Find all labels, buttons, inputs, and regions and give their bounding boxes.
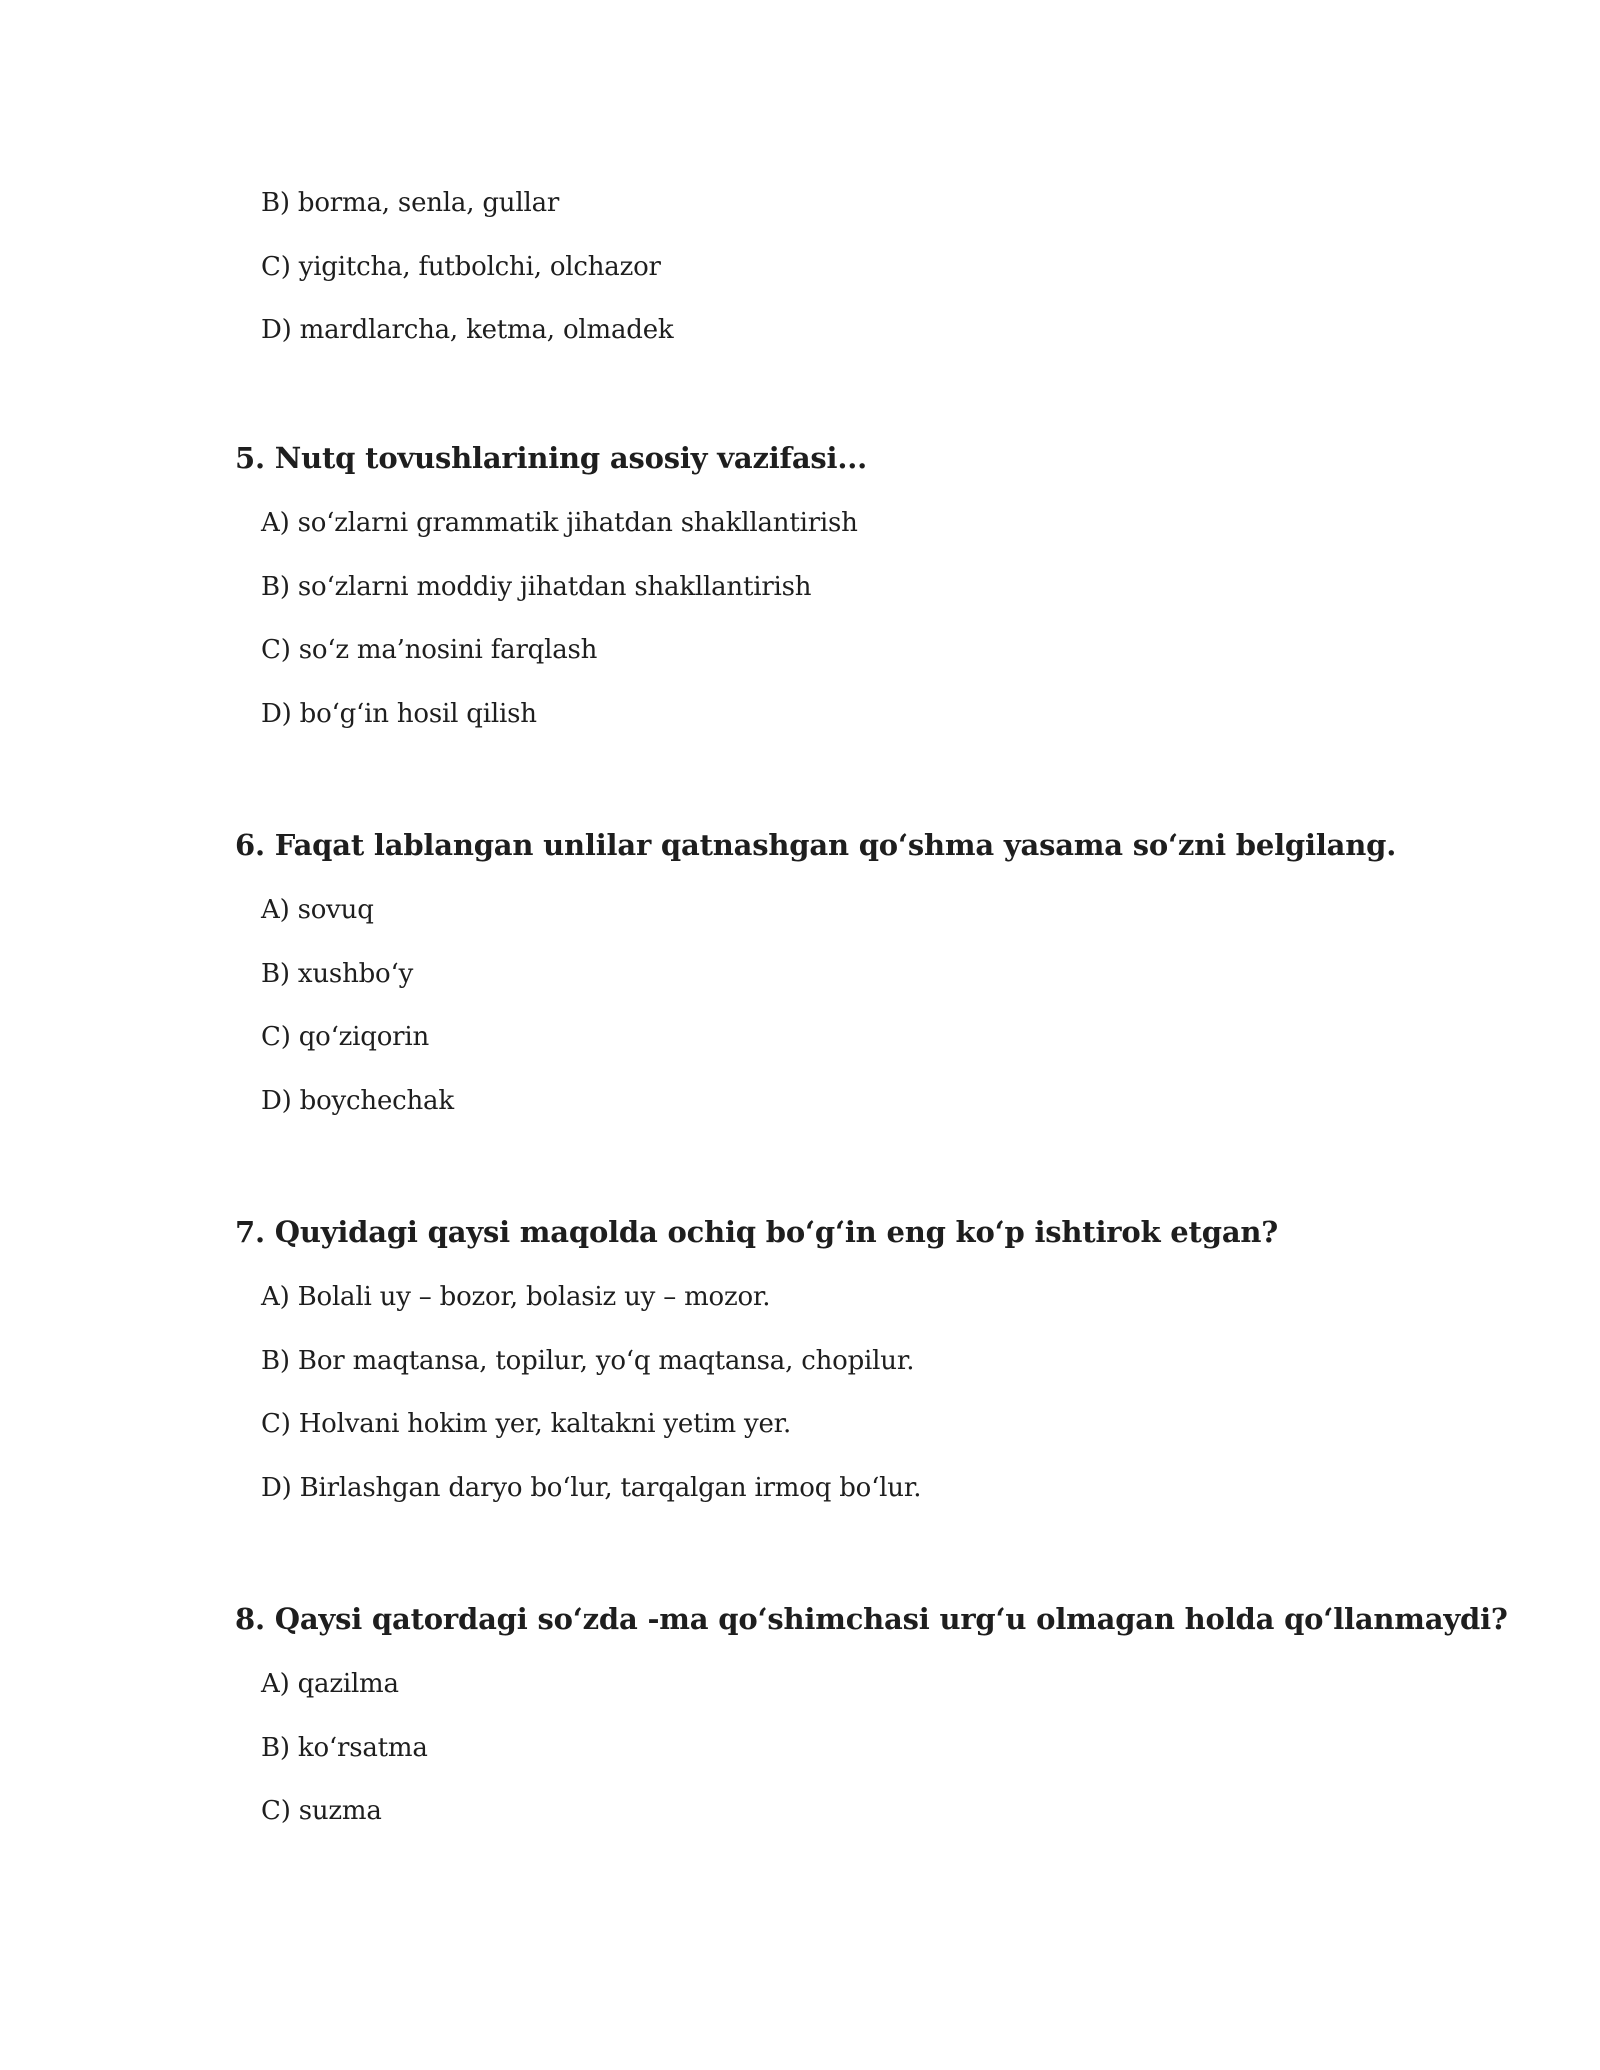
option-4d: D) mardlarcha, ketma, olmadek xyxy=(261,315,674,345)
option-8a: A) qazilma xyxy=(261,1669,399,1699)
option-5a: A) so‘zlarni grammatik jihatdan shakllantirish xyxy=(261,508,858,538)
question-5-title: 5. Nutq tovushlarining asosiy vazifasi... xyxy=(235,441,868,475)
question-8-title: 8. Qaysi qatordagi so‘zda -ma qo‘shimchasi urg‘u olmagan holda qo‘llanmaydi? xyxy=(235,1602,1508,1636)
option-6c: C) qo‘ziqorin xyxy=(261,1022,430,1052)
option-7a: A) Bolali uy – bozor, bolasiz uy – mozor. xyxy=(261,1282,771,1312)
option-5d: D) bo‘g‘in hosil qilish xyxy=(261,699,537,729)
option-6a: A) sovuq xyxy=(261,895,374,925)
question-6-title: 6. Faqat lablangan unlilar qatnashgan qo‘shma yasama so‘zni belgilang. xyxy=(235,828,1397,862)
question-7-title: 7. Quyidagi qaysi maqolda ochiq bo‘g‘in eng ko‘p ishtirok etgan? xyxy=(235,1215,1279,1249)
option-7d: D) Birlashgan daryo bo‘lur, tarqalgan irmoq bo‘lur. xyxy=(261,1473,922,1503)
option-4b: B) borma, senla, gullar xyxy=(261,188,560,218)
option-8b: B) ko‘rsatma xyxy=(261,1733,428,1763)
option-7c: C) Holvani hokim yer, kaltakni yetim yer. xyxy=(261,1409,792,1439)
option-4c: C) yigitcha, futbolchi, olchazor xyxy=(261,252,661,282)
option-7b: B) Bor maqtansa, topilur, yo‘q maqtansa, chopilur. xyxy=(261,1346,915,1376)
option-5c: C) so‘z ma’nosini farqlash xyxy=(261,635,598,665)
option-5b: B) so‘zlarni moddiy jihatdan shakllantirish xyxy=(261,572,812,602)
option-8c: C) suzma xyxy=(261,1796,382,1826)
option-6d: D) boychechak xyxy=(261,1086,454,1116)
option-6b: B) xushbo‘y xyxy=(261,959,414,989)
